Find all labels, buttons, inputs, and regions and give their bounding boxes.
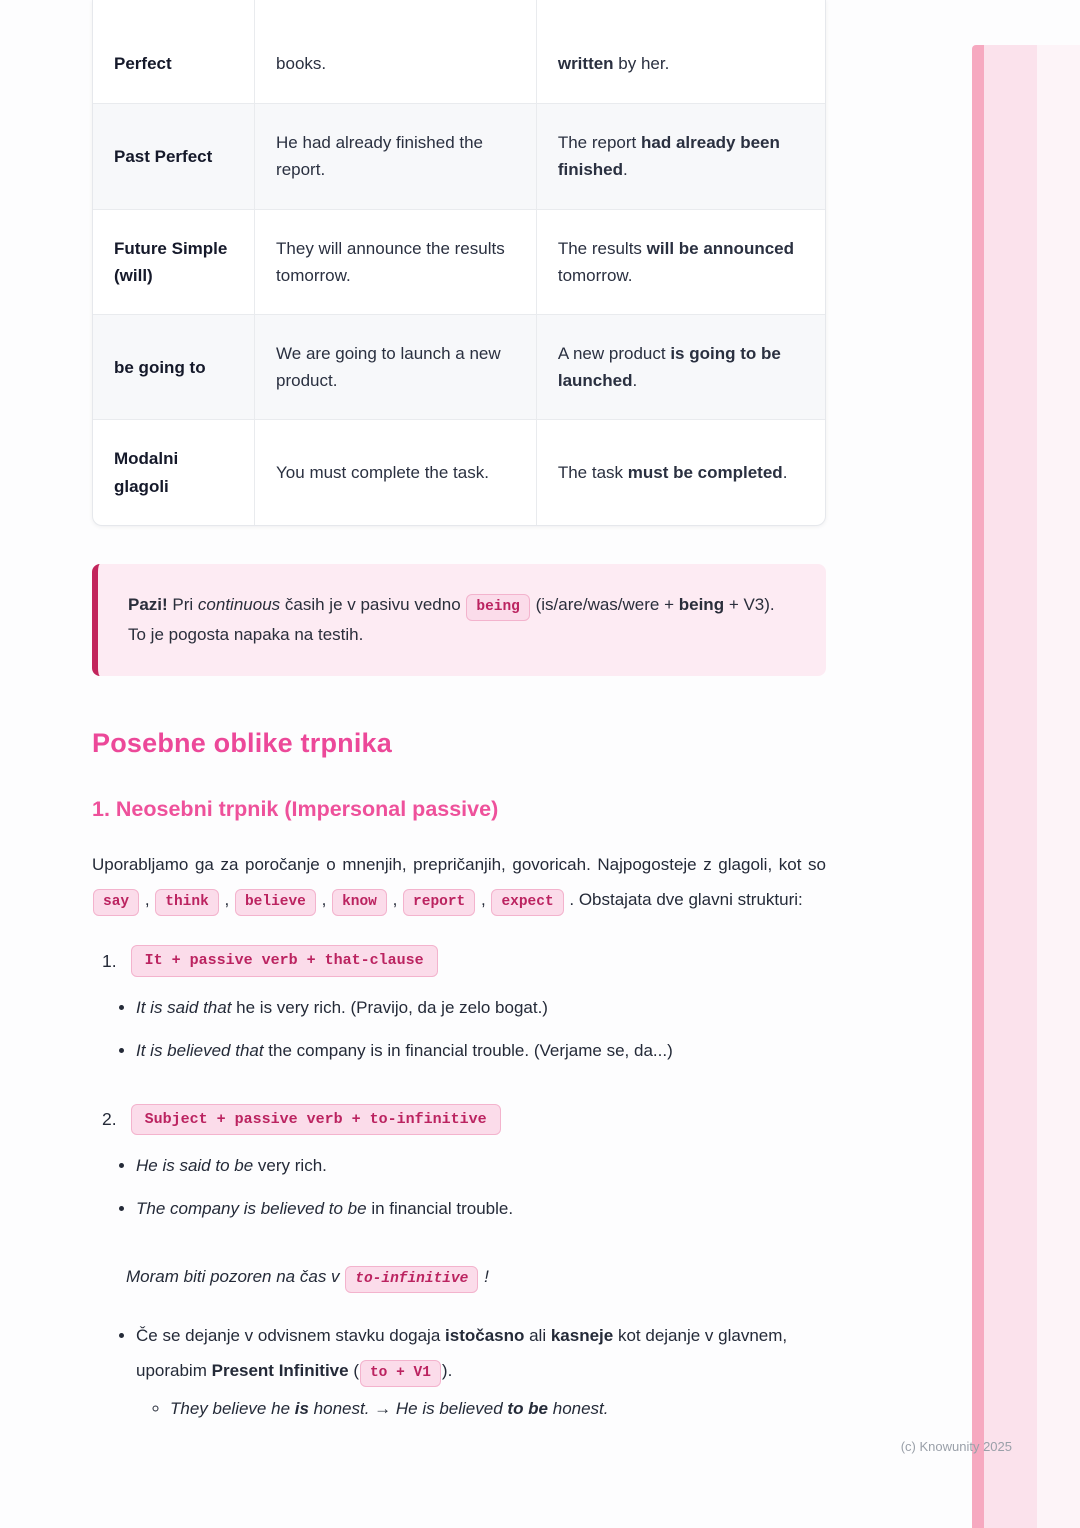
passive-example-cell	[536, 103, 825, 208]
right-margin-panel	[984, 45, 1037, 1528]
text-segment: A new product	[557, 343, 671, 363]
text-segment: written	[557, 54, 614, 73]
structure-2-formula	[130, 1104, 502, 1136]
text-segment: (	[348, 1360, 359, 1380]
document-content	[92, 0, 826, 1425]
inline-code: say	[93, 889, 139, 916]
structure-1-formula	[130, 945, 439, 977]
example-bullet	[136, 1194, 826, 1224]
text-segment: It is said that	[136, 998, 232, 1018]
text-segment: the company is in financial trouble. (Verjame se, da...)	[263, 1040, 673, 1060]
example-bullet	[136, 993, 826, 1023]
text-segment: He is said to be	[136, 1156, 254, 1176]
tense-cell	[93, 0, 254, 103]
text-segment: He had already finished the report.	[276, 133, 484, 180]
active-example-cell	[254, 103, 536, 208]
text-segment: ali	[524, 1325, 551, 1345]
example-bullet	[136, 1036, 826, 1066]
text-segment: They will announce the results tomorrow.	[276, 238, 505, 285]
text-segment: ,	[387, 889, 403, 909]
text-segment: kasneje	[550, 1325, 614, 1345]
inline-code: know	[332, 889, 387, 916]
text-segment: in financial trouble.	[366, 1199, 514, 1219]
active-example-cell	[254, 314, 536, 419]
passive-example-cell	[536, 0, 825, 103]
text-segment: honest.	[308, 1398, 370, 1418]
inline-code: expect	[491, 889, 563, 916]
text-segment: ).	[441, 1360, 453, 1380]
structure-2-row	[92, 1104, 826, 1136]
text-segment: very rich.	[253, 1156, 327, 1176]
tense-cell	[93, 314, 254, 419]
text-segment: is	[294, 1398, 309, 1418]
rule-text	[136, 1326, 787, 1380]
text-segment: The company is believed to be	[136, 1199, 367, 1219]
text-segment: Modalni glagoli	[114, 449, 179, 496]
inline-code: to-infinitive	[345, 1266, 478, 1293]
tense-note	[126, 1262, 826, 1293]
text-segment: + V3). To je pogosta napaka na testih.	[128, 594, 775, 644]
section-title: Posebne oblike trpnika	[92, 727, 392, 758]
active-example-cell	[254, 0, 536, 103]
active-example-cell	[254, 419, 536, 524]
table-row-perfect	[93, 0, 825, 103]
inline-code: It + passive verb + that-clause	[131, 945, 438, 977]
inline-code: report	[403, 889, 475, 916]
text-segment: .	[623, 160, 628, 180]
text-segment: had already been finished	[557, 133, 780, 180]
text-segment: Perfect	[114, 54, 172, 73]
passive-example-cell	[536, 419, 825, 524]
passive-forms-table	[92, 0, 826, 526]
text-segment: Future Simple (will)	[114, 238, 228, 285]
tense-cell	[93, 419, 254, 524]
text-segment: You must complete the task.	[276, 462, 489, 482]
text-segment: Past Perfect	[114, 146, 213, 166]
structure-1-examples	[118, 993, 826, 1066]
text-segment: →	[369, 1398, 396, 1418]
rule-example-list	[150, 1393, 826, 1425]
tense-cell	[93, 103, 254, 208]
text-segment: They believe he	[170, 1398, 295, 1418]
table-row-modal-verbs	[93, 419, 825, 524]
table-row-be-going-to	[93, 314, 825, 419]
example-bullet	[136, 1151, 826, 1181]
text-segment: istočasno	[445, 1325, 525, 1345]
text-segment: ,	[140, 889, 155, 909]
text-segment: Če se dejanje v odvisnem stavku dogaja	[136, 1325, 446, 1345]
text-segment: kot dejanje v glavnem, uporabim	[136, 1325, 788, 1380]
inline-code: believe	[235, 889, 316, 916]
text-segment: .	[782, 462, 788, 482]
rule-bullet	[136, 1319, 826, 1425]
structure-2-examples	[118, 1151, 826, 1224]
right-margin-panel-outer	[1037, 45, 1080, 1528]
text-segment: will be announced	[646, 238, 795, 258]
text-segment: .	[632, 371, 638, 391]
table-row-future-simple	[93, 209, 825, 314]
text-segment: must be completed	[627, 462, 783, 482]
text-segment: ,	[476, 889, 491, 909]
warning-callout	[92, 564, 826, 676]
text-segment: is going to be launched	[557, 343, 781, 391]
passive-example-cell	[536, 314, 825, 419]
tense-cell	[93, 209, 254, 314]
text-segment: honest.	[548, 1398, 609, 1418]
intro-paragraph	[92, 848, 826, 918]
text-segment: We are going to launch a new product.	[276, 343, 501, 391]
text-segment: continuous	[197, 594, 281, 614]
text-segment: by her.	[613, 54, 670, 73]
text-segment: The report	[557, 133, 641, 153]
inline-code: to + V1	[360, 1360, 441, 1387]
text-segment: časih je v pasivu vedno	[280, 594, 466, 614]
warning-callout-text	[128, 591, 796, 649]
right-accent-stripe	[972, 45, 984, 1528]
text-segment: Uporabljamo ga za poročanje o mnenjih, prepričanjih, govoricah. Najpogosteje z glagoli, kot so	[92, 854, 826, 874]
text-segment: The results	[557, 238, 647, 258]
text-segment: be going to	[114, 357, 206, 377]
structure-2-number: 2.	[102, 1109, 117, 1130]
text-segment: he is very rich. (Pravijo, da je zelo bogat.)	[231, 998, 548, 1018]
text-segment: He is believed	[395, 1398, 508, 1418]
rule-example	[170, 1393, 826, 1425]
text-segment: The task	[557, 462, 628, 482]
text-segment: ,	[316, 889, 332, 909]
passive-example-cell	[536, 209, 825, 314]
text-segment: tomorrow.	[557, 265, 633, 285]
text-segment: Pazi!	[128, 594, 168, 614]
text-segment: ,	[219, 889, 234, 909]
text-segment: Pri	[167, 594, 198, 614]
text-segment: to be	[507, 1398, 549, 1418]
inline-code: being	[466, 594, 530, 621]
structure-1-number: 1.	[102, 950, 117, 971]
text-segment: . Obstajata dve glavni strukturi:	[564, 889, 803, 909]
text-segment: Present Infinitive	[211, 1360, 349, 1380]
copyright: (c) Knowunity 2025	[900, 1439, 1012, 1454]
text-segment: (is/are/was/were +	[530, 594, 679, 614]
structure-1-row	[92, 945, 826, 977]
text-segment: being	[678, 594, 725, 614]
text-segment: It is believed that	[136, 1040, 264, 1060]
table-row-past-perfect	[93, 103, 825, 208]
inline-code: Subject + passive verb + to-infinitive	[131, 1104, 501, 1136]
inline-code: think	[155, 889, 219, 916]
infinitive-rule-list	[118, 1319, 826, 1425]
active-example-cell	[254, 209, 536, 314]
subsection-title: 1. Neosebni trpnik (Impersonal passive)	[92, 796, 499, 821]
text-segment: Moram biti pozoren na čas v	[126, 1266, 345, 1286]
text-segment: !	[479, 1266, 489, 1286]
text-segment: books.	[276, 54, 327, 73]
